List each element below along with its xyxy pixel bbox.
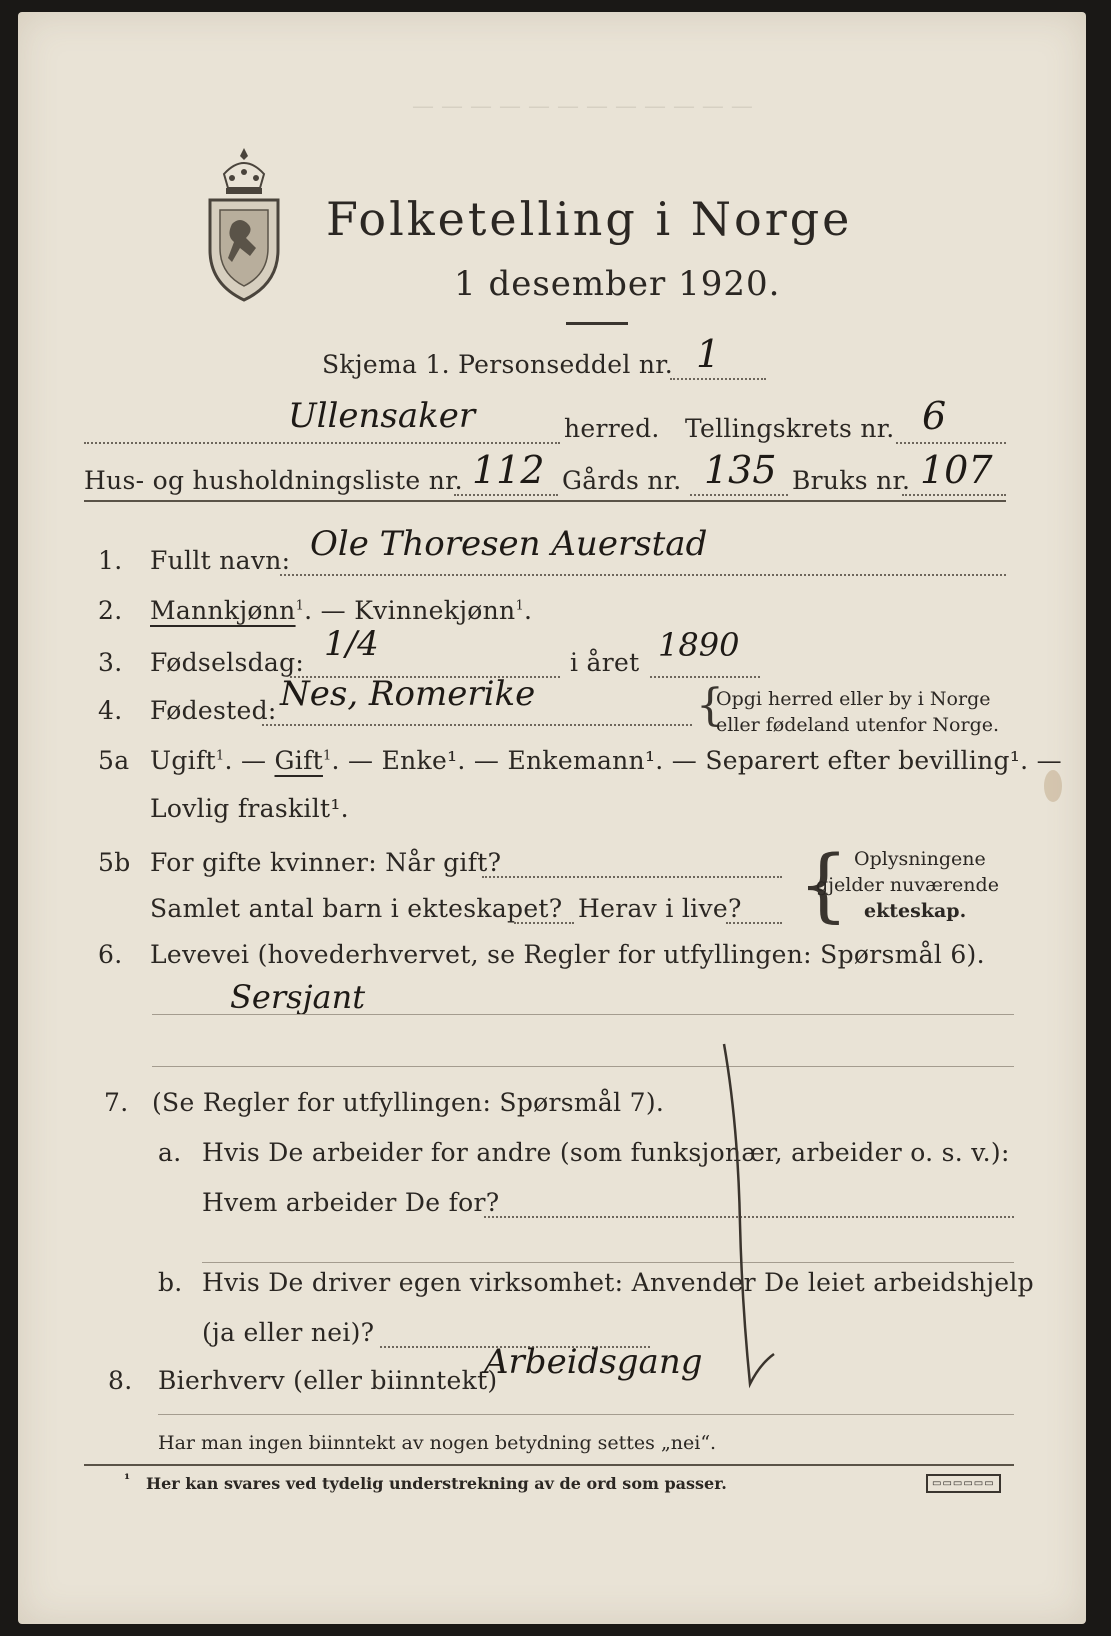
field-7-number: 7. (104, 1088, 129, 1117)
census-form-page (18, 12, 1086, 1624)
full-name-label: Fullt navn: (150, 546, 291, 575)
herred-label: herred. (564, 414, 660, 443)
personseddel-number-field[interactable]: 1 (696, 332, 721, 376)
employment-label: (Se Regler for utfyllingen: Spørsmål 7). (152, 1088, 665, 1117)
field-7a-letter: a. (158, 1138, 182, 1167)
occupation-field[interactable]: Sersjant (230, 978, 366, 1016)
field-6-number: 6. (98, 940, 123, 969)
marriage-note-line1: Oplysningene (854, 848, 986, 870)
bruks-field[interactable]: 107 (920, 448, 993, 492)
birthplace-dotted-line (262, 724, 692, 726)
birthday-label: Fødselsdag: (150, 648, 305, 677)
children-count-label: Samlet antal barn i ekteskapet? (150, 894, 563, 923)
children-count-field[interactable] (514, 922, 574, 924)
marriage-note-brace: { (798, 838, 849, 931)
occupation-line-1 (152, 1014, 1014, 1015)
children-alive-label: Herav i live? (578, 894, 742, 923)
census-date: 1 desember 1920. (454, 264, 781, 304)
husholdningsliste-label: Hus- og husholdningsliste nr. (84, 466, 463, 495)
footnote-mark: ¹ (124, 1472, 131, 1488)
marital-status-options: Ugift$^1$. — Gift$^1$. — Enke¹. — Enkemann¹. — Separert efter bevilling¹. — (150, 746, 1062, 775)
marital-fraskilt-option[interactable]: Lovlig fraskilt¹. (150, 794, 349, 823)
employer-label: Hvem arbeider De for? (202, 1188, 500, 1217)
field-2-number: 2. (98, 596, 123, 625)
footnote: Her kan svares ved tydelig understrekning av de ord som passer. (146, 1474, 727, 1493)
birth-year-label: i året (570, 648, 640, 677)
marital-ugift-option[interactable]: Ugift (150, 746, 216, 775)
married-when-label: For gifte kvinner: Når gift? (150, 848, 502, 877)
employer-line-2 (202, 1262, 1014, 1263)
field-3-number: 3. (98, 648, 123, 677)
bruks-label: Bruks nr. (792, 466, 911, 495)
marital-gift-option[interactable]: Gift (274, 746, 323, 775)
married-when-field[interactable] (482, 876, 782, 878)
footer-separator (84, 1464, 1014, 1466)
tellingskrets-dotted-line (896, 442, 1006, 444)
field-4-number: 4. (98, 696, 123, 725)
gender-male-option[interactable]: Mannkjønn (150, 596, 296, 625)
gards-label: Gårds nr. (562, 466, 682, 495)
title-divider (566, 322, 628, 325)
birthplace-field[interactable]: Nes, Romerike (280, 674, 536, 714)
marital-other-options[interactable]: . — Enke¹. — Enkemann¹. — Separert efter bevilling¹. — (331, 746, 1062, 775)
pen-stroke-mark (718, 1042, 798, 1392)
herred-dotted-line (84, 442, 560, 444)
employer-question-label: Hvis De arbeider for andre (som funksjonær, arbeider o. s. v.): (202, 1138, 1010, 1167)
gards-dotted-line (690, 494, 788, 496)
field-5b-number: 5b (98, 848, 131, 877)
header-separator (84, 500, 1006, 502)
birthplace-label: Fødested: (150, 696, 277, 725)
birthday-field[interactable]: 1/4 (324, 624, 379, 664)
birth-year-dotted-line (650, 676, 760, 678)
gards-field[interactable]: 135 (704, 448, 777, 492)
own-business-label: Hvis De driver egen virksomhet: Anvender De leiet arbeidshjelp (202, 1268, 1034, 1297)
norwegian-coat-of-arms-icon (202, 144, 286, 304)
schema-label: Skjema 1. Personseddel nr. (322, 350, 674, 379)
gender-options: Mannkjønn$^1$. — Kvinnekjønn$^1$. (150, 596, 533, 625)
herred-field[interactable]: Ullensaker (288, 396, 476, 436)
marriage-note-line2: gjelder nuværende (816, 874, 999, 896)
field-7b-letter: b. (158, 1268, 183, 1297)
gender-female-option[interactable]: Kvinnekjønn (354, 596, 516, 625)
birth-year-field[interactable]: 1890 (658, 626, 740, 664)
birthplace-note-line1: Opgi herred eller by i Norge (716, 688, 991, 710)
form-title: Folketelling i Norge (326, 192, 853, 246)
children-alive-field[interactable] (726, 922, 782, 924)
bruks-dotted-line (902, 494, 1006, 496)
full-name-dotted-line (280, 574, 1006, 576)
side-income-line (158, 1414, 1014, 1415)
field-8-number: 8. (108, 1366, 133, 1395)
bleed-through-text: — — — — — — — — — — — — (412, 94, 753, 119)
personseddel-dotted-line (670, 378, 766, 380)
full-name-field[interactable]: Ole Thoresen Auerstad (310, 524, 708, 564)
birthplace-note-line2: eller fødeland utenfor Norge. (716, 714, 1000, 736)
side-income-label: Bierhverv (eller biinntekt) (158, 1366, 498, 1395)
tellingskrets-label: Tellingskrets nr. (685, 414, 895, 443)
husholdningsliste-dotted-line (454, 494, 558, 496)
hired-help-label: (ja eller nei)? (202, 1318, 375, 1347)
husholdningsliste-field[interactable]: 112 (472, 448, 545, 492)
field-5a-number: 5a (98, 746, 130, 775)
side-income-field[interactable]: Arbeidsgang (484, 1342, 703, 1382)
field-1-number: 1. (98, 546, 123, 575)
printer-stamp: ▭▭▭▭▭▭ (926, 1474, 1001, 1493)
tellingskrets-field[interactable]: 6 (922, 394, 947, 438)
marriage-note-line3: ekteskap. (864, 900, 967, 922)
occupation-label: Levevei (hovederhvervet, se Regler for utfyllingen: Spørsmål 6). (150, 940, 985, 969)
occupation-line-2 (152, 1066, 1014, 1067)
paper-stain (1044, 770, 1062, 802)
side-income-note: Har man ingen biinntekt av nogen betydning settes „nei“. (158, 1432, 717, 1454)
birthplace-brace: { (696, 680, 724, 731)
